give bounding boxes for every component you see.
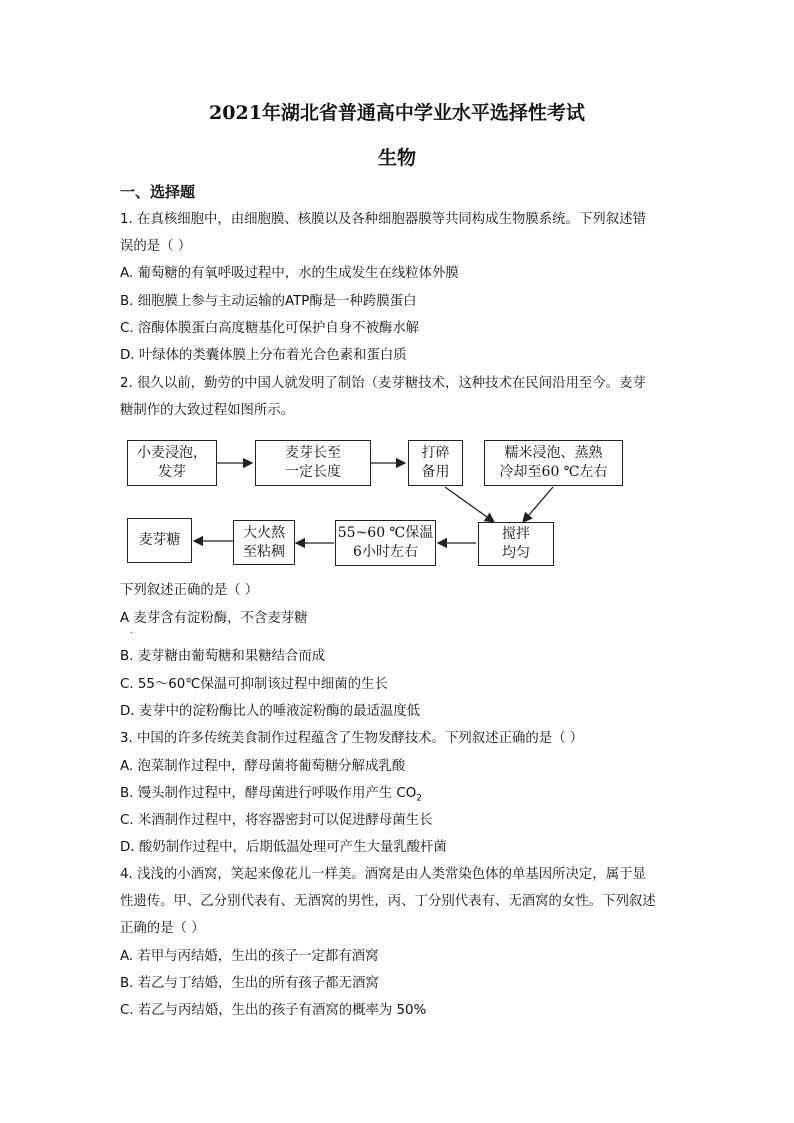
q3-option-b — [120, 785, 680, 808]
q3-option-a: A. 泡菜制作过程中，酵母菌将葡萄糖分解成乳酸 — [120, 759, 406, 774]
q4-option-c: C. 若乙与丙结婚，生出的孩子有酒窝的概率为 50% — [120, 1003, 427, 1018]
q1-option-d: D. 叶绿体的类囊体膜上分布着光合色素和蛋白质 — [120, 348, 407, 363]
q3-stem: 3. 中国的许多传统美食制作过程蕴含了生物发酵技术。下列叙述正确的是（ ） — [120, 731, 584, 746]
q2-prompt: 下列叙述正确的是（ ） — [120, 583, 259, 598]
flow-box-soak-sprout: 小麦浸泡， 发芽 — [127, 440, 217, 486]
q4-stem-line1: 4. 浅浅的小酒窝，笑起来像花儿一样美。酒窝是由人类常染色体的单基因所决定，属于显 — [120, 867, 646, 882]
q3-option-c: C. 米酒制作过程中，将容器密封可以促进酵母菌生长 — [120, 813, 433, 828]
arrow-b3-b5 — [445, 487, 494, 522]
exam-title: 2021年湖北省普通高中学业水平选择性考试 — [209, 102, 585, 124]
arrow-b4-b5 — [523, 487, 553, 522]
q4-stem-line2: 性遗传。甲、乙分别代表有、无酒窝的男性，丙、丁分别代表有、无酒窝的女性。下列叙述 — [120, 894, 656, 909]
q1-option-b: B. 细胞膜上参与主动运输的ATP酶是一种跨膜蛋白 — [120, 294, 417, 309]
q3-option-b-text: B. 馒头制作过程中，酵母菌进行呼吸作用产生 CO — [120, 786, 417, 801]
q2-option-a: A 麦芽含有淀粉酶，不含麦芽糖 — [120, 611, 308, 626]
q3-option-d: D. 酸奶制作过程中，后期低温处理可产生大量乳酸杆菌 — [120, 840, 447, 855]
flow-box-crush: 打碎 备用 — [408, 440, 463, 486]
co2-subscript: 2 — [416, 793, 423, 804]
q4-stem-line3: 正确的是（ ） — [120, 921, 205, 936]
q2-stem-line1: 2. 很久以前，勤劳的中国人就发明了制饴（麦芽糖技术，这种技术在民间沿用至今。麦芽 — [120, 376, 646, 391]
q1-option-c: C. 溶酶体膜蛋白高度糖基化可保护自身不被酶水解 — [120, 321, 420, 336]
flow-box-boil: 大火熬 至粘稠 — [233, 520, 295, 565]
flow-box-incubate: 55~60 ℃保温 6小时左右 — [335, 520, 436, 566]
flow-box-rice: 糯米浸泡、蒸熟 冷却至60 ℃左右 — [484, 440, 623, 486]
flow-box-maltose: 麦芽糖 — [127, 518, 192, 563]
q2-stem-line2: 糖制作的大致过程如图所示。 — [120, 403, 295, 418]
decorative-dot: · — [130, 628, 134, 639]
q4-option-b: B. 若乙与丁结婚，生出的所有孩子都无酒窝 — [120, 976, 379, 991]
flow-box-sprout-length: 麦芽长至 一定长度 — [255, 440, 371, 486]
q1-option-a: A. 葡萄糖的有氧呼吸过程中，水的生成发生在线粒体外膜 — [120, 266, 459, 281]
q2-option-c: C. 55～60℃保温可抑制该过程中细菌的生长 — [120, 677, 388, 692]
q4-option-a: A. 若甲与丙结婚，生出的孩子一定都有酒窝 — [120, 949, 379, 964]
q1-stem-line1: 1. 在真核细胞中，由细胞膜、核膜以及各种细胞器膜等共同构成生物膜系统。下列叙述错 — [120, 212, 646, 227]
q2-option-d: D. 麦芽中的淀粉酶比人的唾液淀粉酶的最适温度低 — [120, 704, 421, 719]
q2-option-b: B. 麦芽糖由葡萄糖和果糖结合而成 — [120, 649, 326, 664]
section-heading: 一、选择题 — [120, 183, 196, 201]
subject-title: 生物 — [377, 147, 416, 169]
q1-stem-line2: 误的是（ ） — [120, 239, 192, 254]
flow-box-stir: 搅拌 均匀 — [478, 522, 554, 566]
